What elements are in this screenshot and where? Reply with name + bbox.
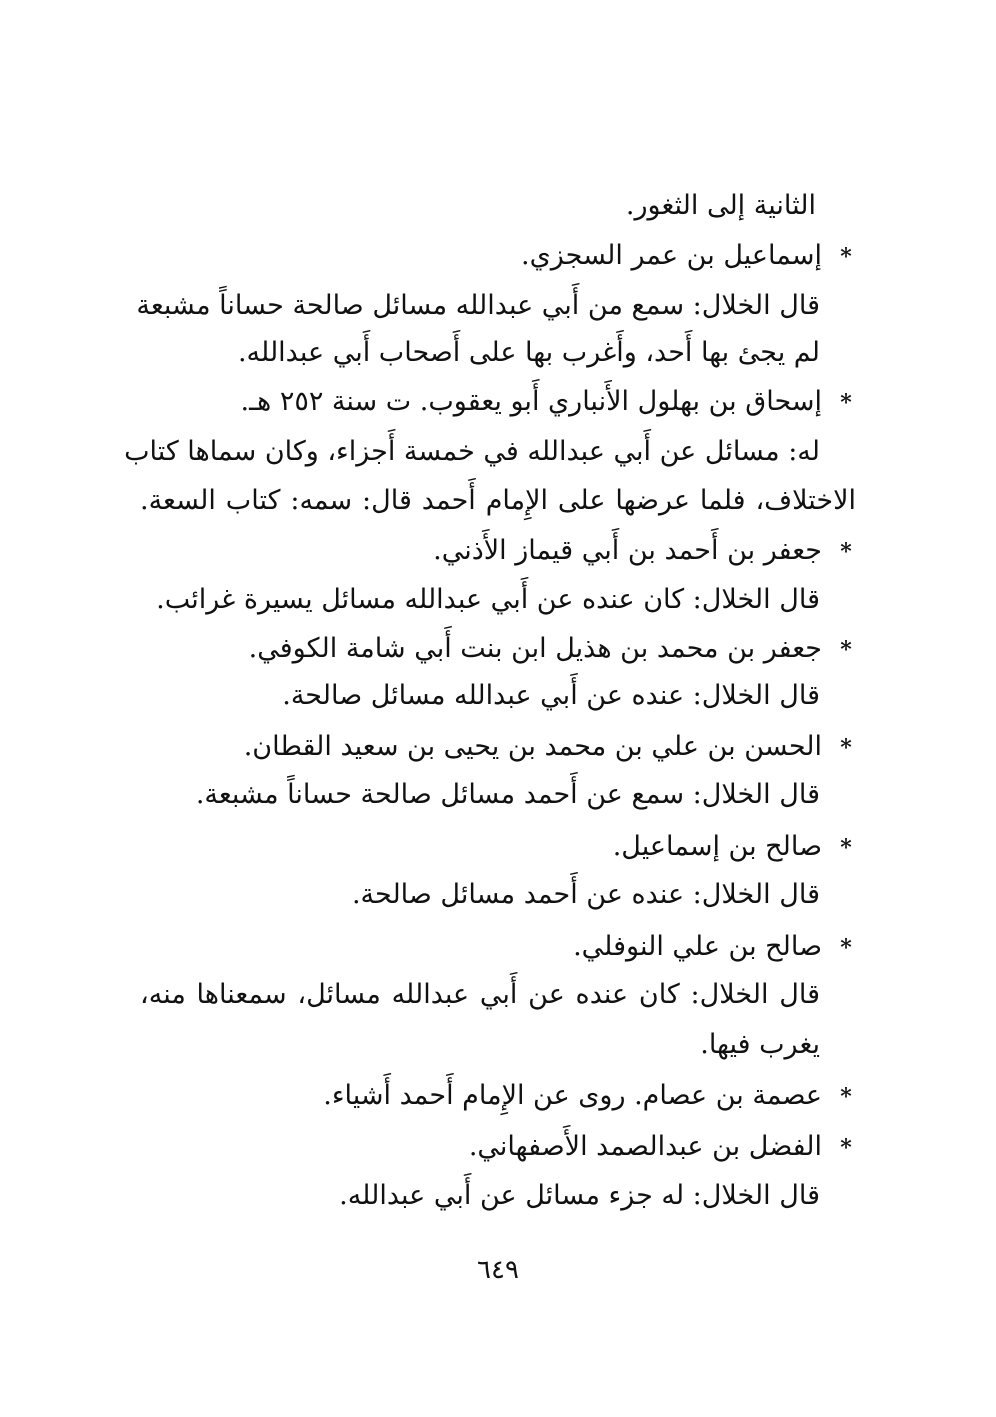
- bullet-star-icon: *: [840, 835, 852, 861]
- text-line: لم يجئ بها أَحد، وأَغرب بها على أَصحاب أَبي عبدالله.: [237, 337, 820, 368]
- entry-heading: *الفضل بن عبدالصمد الأَصفهاني.: [469, 1127, 856, 1167]
- bullet-star-icon: *: [840, 935, 852, 961]
- text-line: الاختلاف، فلما عرضها على الإِمام أَحمد قال: سمه: كتاب السعة.: [140, 485, 856, 516]
- text-line: قال الخلال: سمع عن أَحمد مسائل صالحة حساناً مشبعة.: [195, 779, 820, 810]
- text-line: قال الخلال: عنده عن أَحمد مسائل صالحة.: [351, 879, 820, 910]
- bullet-star-icon: *: [840, 244, 852, 270]
- text-line: قال الخلال: له جزء مسائل عن أَبي عبدالله.: [339, 1180, 820, 1211]
- bullet-star-icon: *: [840, 539, 852, 565]
- bullet-star-icon: *: [840, 637, 852, 663]
- text-line: يغرب فيها.: [700, 1029, 820, 1060]
- text-line: قال الخلال: كان عنده عن أَبي عبدالله مسائل يسيرة غرائب.: [156, 584, 820, 615]
- bullet-star-icon: *: [840, 1084, 852, 1110]
- page-number: ٦٤٩: [477, 1255, 519, 1285]
- entry-heading: *جعفر بن أَحمد بن أَبي قيماز الأَذني.: [433, 531, 856, 571]
- entry-heading: *إسماعيل بن عمر السجزي.: [521, 236, 856, 276]
- text-line: قال الخلال: كان عنده عن أَبي عبدالله مسائل، سمعناها منه،: [140, 979, 820, 1010]
- bullet-star-icon: *: [840, 1135, 852, 1161]
- bullet-star-icon: *: [840, 390, 852, 416]
- entry-heading: *جعفر بن محمد بن هذيل ابن بنت أَبي شامة الكوفي.: [249, 629, 856, 669]
- entry-heading: *صالح بن علي النوفلي.: [573, 927, 856, 967]
- entry-heading: *صالح بن إسماعيل.: [613, 827, 856, 867]
- text-line: قال الخلال: عنده عن أَبي عبدالله مسائل صالحة.: [282, 680, 820, 711]
- entry-heading: *إسحاق بن بهلول الأَنباري أَبو يعقوب. ت سنة ٢٥٢ هـ.: [241, 382, 857, 422]
- entry-heading: *عصمة بن عصام. روى عن الإِمام أَحمد أَشياء.: [323, 1076, 856, 1116]
- bullet-star-icon: *: [840, 735, 852, 761]
- entry-heading: *الحسن بن علي بن محمد بن يحيى بن سعيد القطان.: [244, 727, 856, 767]
- text-line: له: مسائل عن أَبي عبدالله في خمسة أَجزاء، وكان سماها كتاب: [124, 436, 820, 467]
- text-line: قال الخلال: سمع من أَبي عبدالله مسائل صالحة حساناً مشبعة: [136, 290, 820, 321]
- text-line: الثانية إلى الثغور.: [625, 190, 816, 221]
